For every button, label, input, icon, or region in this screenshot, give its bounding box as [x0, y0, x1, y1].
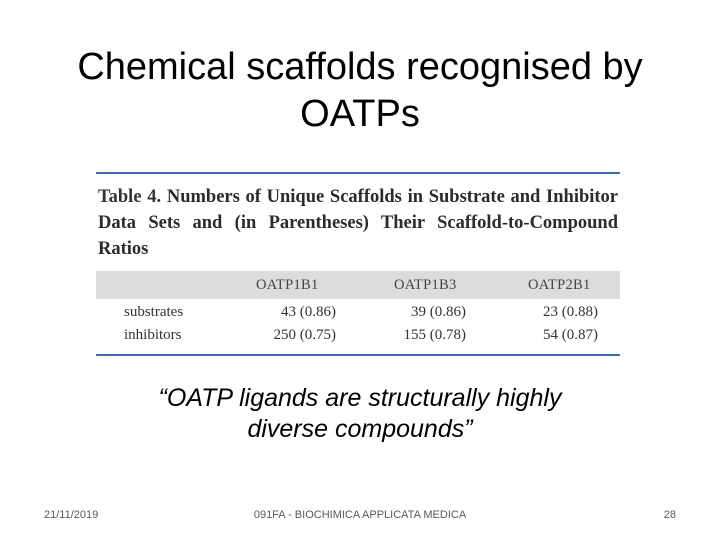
slide-number: 28: [663, 509, 676, 521]
slide-title: [0, 44, 720, 138]
footer-course: 091FA - BIOCHIMICA APPLICATA MEDICA: [253, 509, 467, 521]
title-line-2: OATPs: [300, 93, 420, 135]
quote: [0, 383, 720, 445]
title-line-1: Chemical scaffolds recognised by: [77, 46, 643, 88]
table-cell: 23 (0.88): [543, 304, 598, 320]
footer-date: 21/11/2019: [44, 509, 99, 521]
column-header-oatp1b3: OATP1B3: [394, 277, 457, 293]
quote-line-1: “OATP ligands are structurally highly: [158, 384, 562, 412]
table-figure: [96, 172, 620, 358]
table-cell: 250 (0.75): [273, 327, 336, 343]
table-top-rule: [96, 172, 620, 174]
column-header-oatp1b1: OATP1B1: [256, 277, 319, 293]
row-label-inhibitors: inhibitors: [124, 327, 182, 343]
table-cell: 155 (0.78): [403, 327, 466, 343]
table-cell: 39 (0.86): [411, 304, 466, 320]
table-cell: 54 (0.87): [543, 327, 598, 343]
table-caption: [98, 184, 618, 262]
quote-line-2: diverse compounds”: [247, 415, 473, 443]
column-header-oatp2b1: OATP2B1: [528, 277, 591, 293]
table-caption-text: Numbers of Unique Scaffolds in Substrate and Inhibitor Data Sets and (in Parentheses) Their Scaffold-to-Compound Ratios: [98, 187, 619, 259]
table-bottom-rule: [96, 354, 620, 356]
row-label-substrates: substrates: [124, 304, 184, 320]
table-cell: 43 (0.86): [281, 304, 336, 320]
table-caption-label: Table 4.: [98, 187, 162, 207]
